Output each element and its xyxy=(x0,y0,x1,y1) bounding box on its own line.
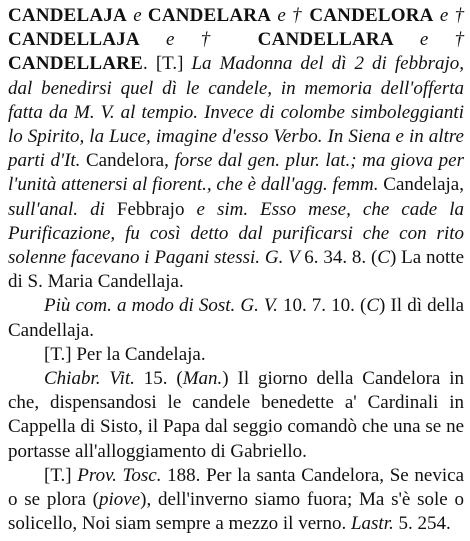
citation-ref: 6. 34. 8. ( xyxy=(304,247,378,269)
headword-variant: CANDELARA xyxy=(147,5,272,26)
citation-source: Chiabr. Vit. xyxy=(44,368,144,390)
headword-variant: CANDELLAJA xyxy=(8,29,140,51)
headword: CANDELAJA xyxy=(8,5,127,26)
citation-text: ), dell'inverno siamo fuora; Ma s'è sole o solicello, Noi siam sempre a mezzo il verno. xyxy=(8,489,464,535)
section-piu-com xyxy=(8,294,464,342)
gloss: piove xyxy=(99,489,141,511)
entry-definition xyxy=(8,4,464,294)
conjunction: e † xyxy=(139,29,258,51)
conjunction: e xyxy=(126,5,148,26)
headword-variant: CANDELLARE xyxy=(8,53,144,75)
citation-ref: 5. 254. xyxy=(398,513,451,535)
definition-text: sull'anal. di xyxy=(8,198,117,220)
definition-term: Candelora, xyxy=(86,150,175,172)
definition-text: La Madonna del dì 2 di febbrajo, dal benedirsi quel dì le candele, in memoria dell'offerta fatta da M. V. al tempio. Invece di colombe simboleggianti lo Spirito, la Luce, imagine d'esso Verbo. In Siena e in altre parti d'It. xyxy=(8,53,464,172)
citation-ref: 10. 7. 10. ( xyxy=(282,295,367,317)
definition-term: Candelaja, xyxy=(383,174,464,196)
definition-term: Febbrajo xyxy=(116,198,197,220)
conjunction: e † xyxy=(393,29,464,51)
citation-text: ) Il dì della Candellaja. xyxy=(8,295,465,341)
definition-text: forse dal gen. plur. lat.; ma giova per l'unità attenersi al fiorent., che è dall'agg. femm. xyxy=(8,150,464,196)
citation-source: Prov. Tosc. xyxy=(77,464,168,486)
section-per-la-candelaja xyxy=(8,343,464,367)
citation-text: ) La notte di S. Maria Candellaja. xyxy=(8,247,464,293)
citation-source: Lastr. xyxy=(350,513,399,535)
source-mark: . [T.] xyxy=(143,53,192,75)
source-mark: [T.] xyxy=(44,464,78,486)
citation-text: 188. Per la santa Candelora, Se nevica o se plora ( xyxy=(8,464,464,511)
section-chiabr xyxy=(8,367,464,464)
citation-text: ) Il giorno della Candelora in che, dispensandosi le candele benedette a' Cardinali in Cappella di Sisto, il Papa dal seggio comandò che una se ne portasse all'alloggiamento di Gabriello. xyxy=(8,368,465,462)
citation-source: C xyxy=(366,295,380,317)
usage-note: Più com. a modo di Sost. G. V. xyxy=(44,295,283,317)
conjunction: e † xyxy=(271,5,310,26)
citation-source: C xyxy=(377,247,390,269)
dictionary-entry xyxy=(8,4,464,536)
citation-text: [T.] Per la Candelaja. xyxy=(44,343,206,365)
conjunction: e † xyxy=(433,5,465,26)
section-prov-tosc xyxy=(8,464,464,537)
headword-variant: CANDELLARA xyxy=(257,29,394,51)
headword-variant: CANDELORA xyxy=(309,5,434,26)
definition-text: e sim. Esso mese, che cade la Purificazione, fu così detto dal purificarsi che con rito solenne facevano i Pagani stessi. G. V xyxy=(8,198,465,269)
citation-source: Man. xyxy=(182,368,223,390)
citation-ref: 15. ( xyxy=(143,368,183,390)
